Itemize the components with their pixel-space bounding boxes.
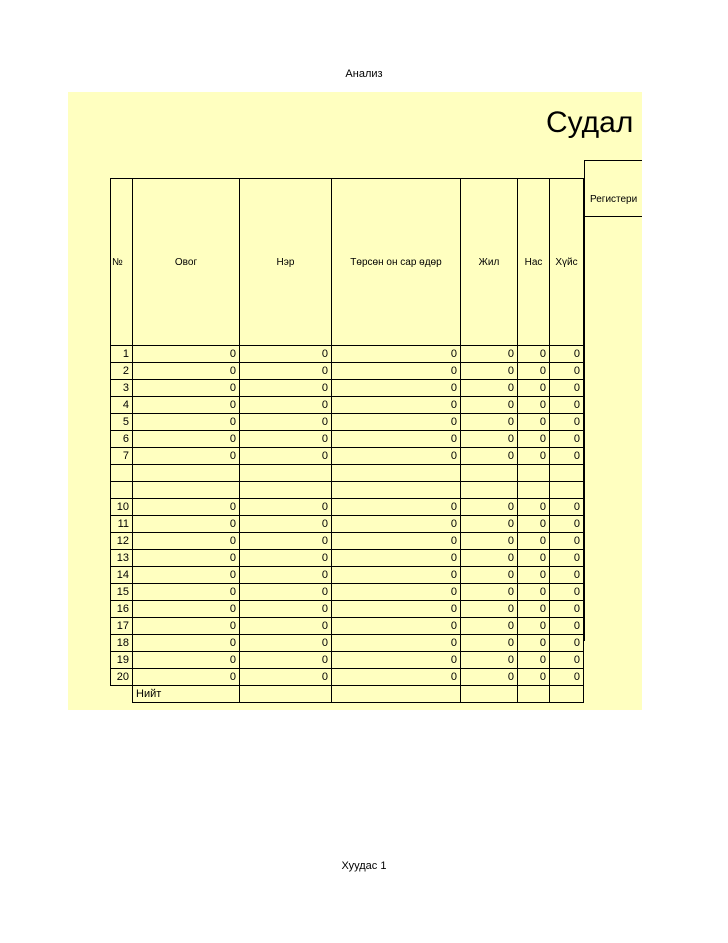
table-cell[interactable]: 0: [332, 533, 461, 550]
total-label: Нийт: [133, 686, 240, 703]
table-cell[interactable]: [133, 465, 240, 482]
table-cell[interactable]: 0: [133, 635, 240, 652]
table-cell[interactable]: [518, 465, 550, 482]
row-number-cell[interactable]: 5: [111, 414, 133, 431]
table-cell[interactable]: 0: [550, 346, 584, 363]
row-number-cell[interactable]: [111, 465, 133, 482]
table-cell[interactable]: 0: [518, 363, 550, 380]
row-number-cell[interactable]: 1: [111, 346, 133, 363]
column-header-surname: Овог: [133, 179, 240, 346]
table-cell[interactable]: 0: [133, 533, 240, 550]
table-cell[interactable]: 0: [518, 669, 550, 686]
table-row: [111, 516, 584, 533]
table-row: [111, 482, 584, 499]
table-cell[interactable]: 0: [461, 652, 518, 669]
table-cell[interactable]: 0: [461, 601, 518, 618]
table-cell[interactable]: 0: [550, 533, 584, 550]
row-number-cell[interactable]: 3: [111, 380, 133, 397]
table-cell[interactable]: 0: [332, 584, 461, 601]
table-row: [111, 618, 584, 635]
table-cell[interactable]: 0: [461, 533, 518, 550]
page-header: Анализ: [345, 68, 383, 80]
registry-column-label: Регистери: [590, 194, 638, 205]
total-cell: [518, 686, 550, 703]
table-cell[interactable]: 0: [518, 618, 550, 635]
table-cell[interactable]: [332, 465, 461, 482]
table-cell[interactable]: 0: [461, 414, 518, 431]
table-cell[interactable]: 0: [133, 618, 240, 635]
table-cell[interactable]: 0: [240, 414, 332, 431]
table-body: [111, 346, 584, 686]
table-cell[interactable]: 0: [461, 618, 518, 635]
header-row: [111, 179, 584, 346]
table-cell[interactable]: 0: [240, 448, 332, 465]
table-cell[interactable]: 0: [133, 516, 240, 533]
table-cell[interactable]: 0: [461, 431, 518, 448]
table-cell[interactable]: 0: [240, 618, 332, 635]
table-cell[interactable]: 0: [240, 516, 332, 533]
table-cell[interactable]: 0: [461, 516, 518, 533]
table-cell[interactable]: [332, 482, 461, 499]
table-cell[interactable]: 0: [550, 414, 584, 431]
sheet-title: Судал: [546, 106, 634, 139]
table-cell[interactable]: 0: [332, 380, 461, 397]
column-header-age: Нас: [518, 179, 550, 346]
table-cell[interactable]: [133, 482, 240, 499]
table-cell[interactable]: 0: [518, 431, 550, 448]
table-cell[interactable]: 0: [240, 635, 332, 652]
table-cell[interactable]: 0: [240, 397, 332, 414]
table-cell[interactable]: 0: [133, 363, 240, 380]
row-number-cell[interactable]: 7: [111, 448, 133, 465]
column-header-year: Жил: [461, 179, 518, 346]
table-cell[interactable]: 0: [332, 601, 461, 618]
row-number-cell[interactable]: 20: [111, 669, 133, 686]
table-cell[interactable]: [518, 482, 550, 499]
table-cell[interactable]: [461, 482, 518, 499]
row-number-cell[interactable]: 16: [111, 601, 133, 618]
table-cell[interactable]: 0: [518, 499, 550, 516]
table-row: [111, 601, 584, 618]
table-cell[interactable]: 0: [461, 499, 518, 516]
table-cell[interactable]: 0: [518, 584, 550, 601]
table-cell[interactable]: 0: [518, 635, 550, 652]
table-row: [111, 431, 584, 448]
table-cell[interactable]: 0: [332, 567, 461, 584]
table-cell[interactable]: 0: [240, 550, 332, 567]
table-row: [111, 669, 584, 686]
table-cell[interactable]: 0: [518, 550, 550, 567]
table-cell[interactable]: [550, 482, 584, 499]
table-row: [111, 499, 584, 516]
table-row: [111, 635, 584, 652]
column-header-name: Нэр: [240, 179, 332, 346]
table-cell[interactable]: 0: [518, 533, 550, 550]
table-cell[interactable]: 0: [550, 448, 584, 465]
table-cell[interactable]: [240, 482, 332, 499]
table-cell[interactable]: 0: [461, 363, 518, 380]
table-cell[interactable]: 0: [332, 516, 461, 533]
table-cell[interactable]: 0: [461, 635, 518, 652]
column-header-no: №: [111, 179, 133, 346]
table-cell[interactable]: 0: [240, 669, 332, 686]
table-cell[interactable]: 0: [518, 601, 550, 618]
table-cell[interactable]: 0: [518, 516, 550, 533]
registry-column-box: [584, 160, 642, 641]
table-cell[interactable]: 0: [332, 499, 461, 516]
table-cell[interactable]: 0: [240, 567, 332, 584]
page-footer: Хуудас 1: [341, 860, 387, 872]
total-cell-no: [111, 686, 133, 703]
table-cell[interactable]: 0: [133, 414, 240, 431]
table-cell[interactable]: 0: [240, 363, 332, 380]
table-cell[interactable]: 0: [332, 431, 461, 448]
table-cell[interactable]: 0: [550, 567, 584, 584]
table-cell[interactable]: [550, 465, 584, 482]
total-row: [111, 686, 584, 703]
table-cell[interactable]: 0: [240, 380, 332, 397]
row-number-cell[interactable]: 6: [111, 431, 133, 448]
table-row: [111, 414, 584, 431]
table-cell[interactable]: 0: [240, 431, 332, 448]
table-cell[interactable]: 0: [332, 618, 461, 635]
table-cell[interactable]: 0: [133, 380, 240, 397]
table-cell[interactable]: 0: [550, 431, 584, 448]
row-number-cell[interactable]: [111, 482, 133, 499]
table-cell[interactable]: 0: [461, 550, 518, 567]
table-cell[interactable]: 0: [133, 601, 240, 618]
table-cell[interactable]: 0: [240, 346, 332, 363]
column-header-gender: Хүйс: [550, 179, 584, 346]
table-cell[interactable]: 0: [461, 584, 518, 601]
row-number-cell[interactable]: 17: [111, 618, 133, 635]
table-cell[interactable]: 0: [332, 414, 461, 431]
table-cell[interactable]: 0: [133, 567, 240, 584]
total-cell: [332, 686, 461, 703]
row-number-cell[interactable]: 4: [111, 397, 133, 414]
table-cell[interactable]: 0: [550, 499, 584, 516]
table-cell[interactable]: 0: [332, 550, 461, 567]
table-cell[interactable]: 0: [240, 499, 332, 516]
table-row: [111, 550, 584, 567]
table-cell[interactable]: 0: [240, 533, 332, 550]
table-cell[interactable]: 0: [332, 635, 461, 652]
table-cell[interactable]: 0: [332, 346, 461, 363]
table-cell[interactable]: 0: [461, 380, 518, 397]
row-number-cell[interactable]: 15: [111, 584, 133, 601]
table-cell[interactable]: 0: [518, 380, 550, 397]
table-cell[interactable]: 0: [240, 652, 332, 669]
table-cell[interactable]: 0: [518, 397, 550, 414]
table-cell[interactable]: [240, 465, 332, 482]
table-row: [111, 346, 584, 363]
table-cell[interactable]: 0: [550, 635, 584, 652]
data-table: [110, 178, 584, 703]
row-number-cell[interactable]: 18: [111, 635, 133, 652]
spreadsheet-area: [68, 92, 642, 710]
table-cell[interactable]: 0: [133, 584, 240, 601]
table-cell[interactable]: 0: [461, 567, 518, 584]
table-cell[interactable]: 0: [332, 448, 461, 465]
table-cell[interactable]: 0: [332, 652, 461, 669]
table-cell[interactable]: 0: [550, 516, 584, 533]
table-cell[interactable]: 0: [133, 669, 240, 686]
table-cell[interactable]: 0: [332, 669, 461, 686]
table-cell[interactable]: 0: [133, 448, 240, 465]
row-number-cell[interactable]: 14: [111, 567, 133, 584]
table-cell[interactable]: 0: [550, 601, 584, 618]
table-cell[interactable]: 0: [518, 567, 550, 584]
row-number-cell[interactable]: 11: [111, 516, 133, 533]
table-cell[interactable]: 0: [461, 669, 518, 686]
table-row: [111, 380, 584, 397]
table-cell[interactable]: 0: [133, 652, 240, 669]
table-cell[interactable]: 0: [550, 669, 584, 686]
table-cell[interactable]: 0: [461, 448, 518, 465]
table-cell[interactable]: 0: [133, 346, 240, 363]
table-cell[interactable]: 0: [550, 363, 584, 380]
row-number-cell[interactable]: 12: [111, 533, 133, 550]
table-cell[interactable]: 0: [240, 584, 332, 601]
table-cell[interactable]: 0: [461, 397, 518, 414]
table-row: [111, 363, 584, 380]
table-row: [111, 465, 584, 482]
table-cell[interactable]: 0: [240, 601, 332, 618]
table-cell[interactable]: 0: [550, 380, 584, 397]
table-cell[interactable]: 0: [133, 431, 240, 448]
table-row: [111, 448, 584, 465]
table-row: [111, 567, 584, 584]
total-cell: [240, 686, 332, 703]
table-cell[interactable]: 0: [550, 550, 584, 567]
table-cell[interactable]: 0: [332, 397, 461, 414]
table-cell[interactable]: [461, 465, 518, 482]
row-number-cell[interactable]: 10: [111, 499, 133, 516]
table-row: [111, 652, 584, 669]
table-cell[interactable]: 0: [133, 550, 240, 567]
table-cell[interactable]: 0: [518, 448, 550, 465]
table-cell[interactable]: 0: [518, 346, 550, 363]
table-cell[interactable]: 0: [518, 414, 550, 431]
row-number-cell[interactable]: 2: [111, 363, 133, 380]
row-number-cell[interactable]: 13: [111, 550, 133, 567]
table-cell[interactable]: 0: [518, 652, 550, 669]
table-cell[interactable]: 0: [332, 363, 461, 380]
table-cell[interactable]: 0: [550, 618, 584, 635]
table-cell[interactable]: 0: [550, 652, 584, 669]
table-cell[interactable]: 0: [550, 397, 584, 414]
table-cell[interactable]: 0: [461, 346, 518, 363]
row-number-cell[interactable]: 19: [111, 652, 133, 669]
table-row: [111, 397, 584, 414]
table-cell[interactable]: 0: [133, 499, 240, 516]
total-cell: [550, 686, 584, 703]
table-row: [111, 533, 584, 550]
table-row: [111, 584, 584, 601]
table-cell[interactable]: 0: [133, 397, 240, 414]
registry-header-divider: [584, 216, 642, 217]
column-header-birthdate: Төрсөн он сар өдөр: [332, 179, 461, 346]
total-cell: [461, 686, 518, 703]
table-cell[interactable]: 0: [550, 584, 584, 601]
